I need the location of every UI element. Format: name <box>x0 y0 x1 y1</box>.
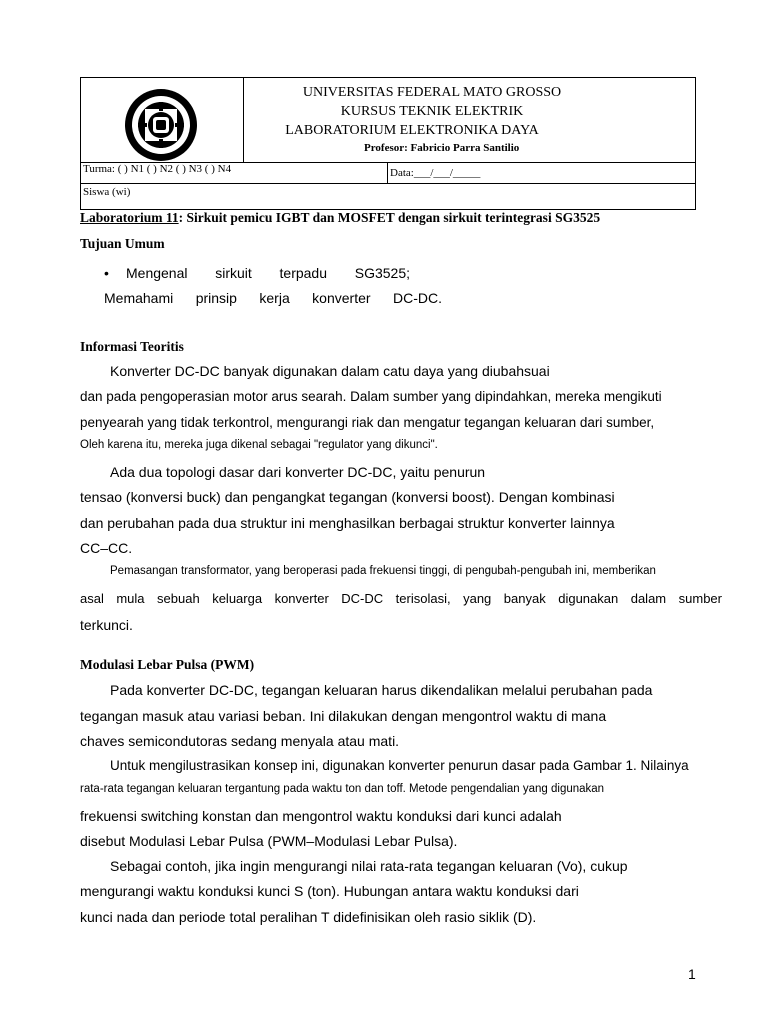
objective-item: Mengenal sirkuit terpadu SG3525; <box>126 265 410 281</box>
paragraph-line: kunci nada dan periode total peralihan T didefinisikan oleh rasio siklik (D). <box>80 909 537 925</box>
paragraph-line: dan perubahan pada dua struktur ini menghasilkan berbagai struktur konverter lainnya <box>80 515 615 531</box>
paragraph-line: tensao (konversi buck) dan pengangkat tegangan (konversi boost). Dengan kombinasi <box>80 489 615 505</box>
paragraph-line: Oleh karena itu, mereka juga dikenal sebagai "regulator yang dikunci". <box>80 439 438 451</box>
paragraph-line: Sebagai contoh, jika ingin mengurangi nilai rata-rata tegangan keluaran (Vo), cukup <box>110 858 628 874</box>
course-name: KURSUS TEKNIK ELEKTRIK <box>340 104 524 119</box>
professor-name: Profesor: Fabricio Parra Santilio <box>364 142 520 154</box>
paragraph-line: chaves semicondutoras sedang menyala atau mati. <box>80 733 400 749</box>
paragraph-line: Pada konverter DC-DC, tegangan keluaran harus dikendalikan melalui perubahan pada <box>110 682 653 698</box>
paragraph-line: rata-rata tegangan keluaran tergantung pada waktu ton dan toff. Metode pengendalian yang digunakan <box>80 783 605 795</box>
paragraph-line: asal mula sebuah keluarga konverter DC-DC terisolasi, yang banyak digunakan dalam sumber <box>80 591 722 606</box>
paragraph-line: penyearah yang tidak terkontrol, mengurangi riak dan mengatur tegangan keluaran dari sumber, <box>80 415 655 430</box>
paragraph-line: dan pada pengoperasian motor arus searah. Dalam sumber yang dipindahkan, mereka mengikuti <box>80 389 662 404</box>
pwm-heading: Modulasi Lebar Pulsa (PWM) <box>80 657 255 672</box>
date-field: Data:___/___/_____ <box>390 167 481 179</box>
student-field: Siswa (wi) <box>83 186 131 198</box>
paragraph-line: Pemasangan transformator, yang beroperasi pada frekuensi tinggi, di pengubah-pengubah ini, memberikan <box>110 565 656 577</box>
header-divider <box>387 162 388 184</box>
paragraph-line: disebut Modulasi Lebar Pulsa (PWM–Modulasi Lebar Pulsa). <box>80 833 458 849</box>
paragraph-line: Konverter DC-DC banyak digunakan dalam catu daya yang diubahsuai <box>110 363 550 379</box>
objectives-heading: Tujuan Umum <box>80 236 165 251</box>
class-selector-row: Turma: ( ) N1 ( ) N2 ( ) N3 ( ) N4 <box>83 163 232 175</box>
page-number: 1 <box>688 966 696 982</box>
university-name: UNIVERSITAS FEDERAL MATO GROSSO <box>302 85 562 100</box>
bullet-icon: • <box>104 265 109 281</box>
paragraph-line: mengurangi waktu konduksi kunci S (ton). Hubungan antara waktu konduksi dari <box>80 883 579 899</box>
objective-item: Memahami prinsip kerja konverter DC-DC. <box>104 290 442 306</box>
theory-heading: Informasi Teoritis <box>80 339 184 354</box>
paragraph-line: frekuensi switching konstan dan mengontrol waktu konduksi dari kunci adalah <box>80 808 562 824</box>
paragraph-line: CC–CC. <box>80 540 133 556</box>
paragraph-line: tegangan masuk atau variasi beban. Ini dilakukan dengan mengontrol waktu di mana <box>80 708 607 724</box>
page-title <box>80 210 600 226</box>
paragraph-line: terkunci. <box>80 617 133 633</box>
laboratory-name: LABORATORIUM ELEKTRONIKA DAYA <box>285 123 539 138</box>
university-seal-logo <box>122 86 200 164</box>
paragraph-line: Untuk mengilustrasikan konsep ini, digunakan konverter penurun dasar pada Gambar 1. Nilainya <box>110 758 689 773</box>
paragraph-line: Ada dua topologi dasar dari konverter DC-DC, yaitu penurun <box>110 464 486 480</box>
header-divider <box>80 183 696 184</box>
lab-title: : Sirkuit pemicu IGBT dan MOSFET dengan sirkuit terintegrasi SG3525 <box>178 210 601 225</box>
lab-number: Laboratorium 11 <box>80 210 179 225</box>
